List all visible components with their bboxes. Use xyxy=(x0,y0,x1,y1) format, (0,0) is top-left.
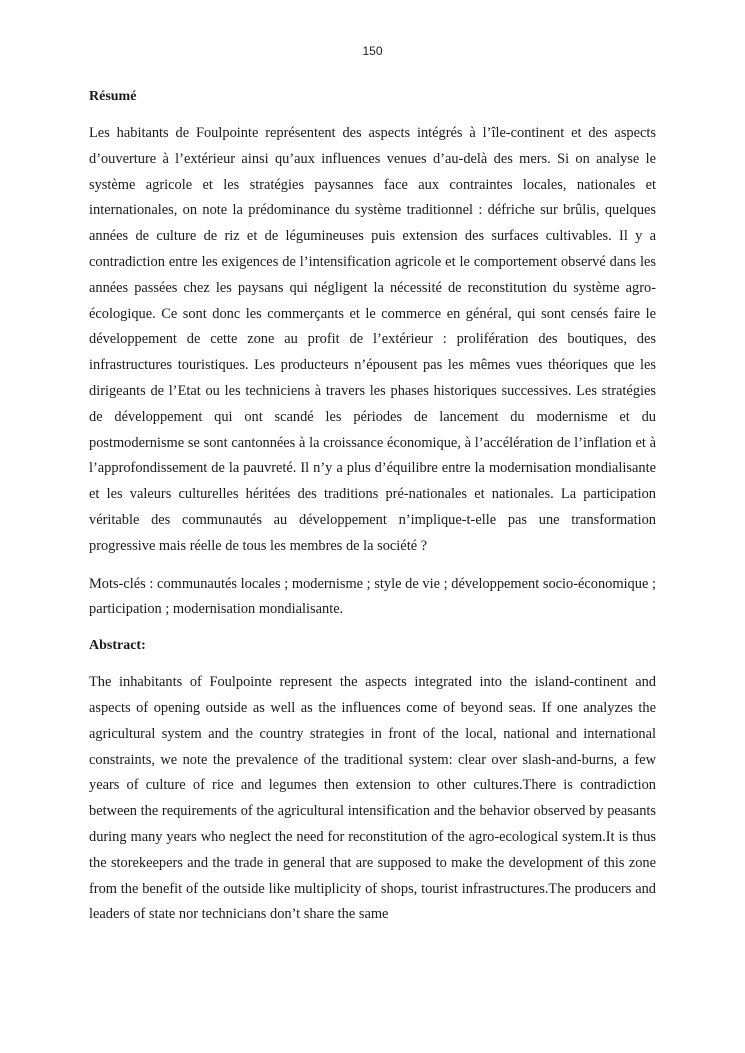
abstract-paragraph: The inhabitants of Foulpointe represent the aspects integrated into the island-continent and aspects of opening outside as well as the influences come of beyond seas. If one analyzes the agricultural system and the country strategies in front of the local, national and international constraints, we note the prevalence of the traditional system: clear over slash-and-burns, a few years of culture of rice and legumes then extension to other cultures.There is contradiction between the requirements of the agricultural intensification and the behavior observed by peasants during many years who neglect the need for reconstitution of the agro-ecological system.It is thus the storekeepers and the trade in general that are supposed to make the development of this zone from the benefit of the outside like multiplicity of shops, tourist infrastructures.The producers and leaders of state nor technicians don’t share the same xyxy=(89,674,656,923)
resume-paragraph: Les habitants de Foulpointe représentent des aspects intégrés à l’île-continent et des aspects d’ouverture à l’extérieur ainsi qu’aux influences venues d’au-delà des mers. Si on analyse le système agricole et les stratégies paysannes face aux contraintes locales, nationales et internationales, on note la prédominance du système traditionnel : défriche sur brûlis, quelques années de culture de riz et de légumineuses puis extension des surfaces cultivables. Il y a contradiction entre les exigences de l’intensification agricole et le comportement observé dans les années passées chez les paysans qui négligent la nécessité de reconstitution du système agro-écologique. Ce sont donc les commerçants et le commerce en général, qui sont censés faire le développement de cette zone au profit de l’extérieur : prolifération des boutiques, des infrastructures touristiques. Les producteurs n’épousent pas les mêmes vues théoriques que les dirigeants de l’Etat ou les techniciens à travers les phases historiques successives. Les stratégies de développement qui ont scandé les périodes de lancement du modernisme et du postmodernisme se sont cantonnées à la croissance économique, à l’accélération de l’inflation et à l’approfondissement de la pauvreté. Il n’y a plus d’équilibre entre la modernisation mondialisante et les valeurs culturelles héritées des traditions pré-nationales et nationales. La participation véritable des communautés au développement n’implique-t-elle pas une transformation progressive mais réelle de tous les membres de la société ? xyxy=(89,125,656,554)
resume-heading: Résumé xyxy=(89,89,137,104)
resume-keywords: Mots-clés : communautés locales ; modernisme ; style de vie ; développement socio-économique ; participation ; modernisation mondialisante. xyxy=(89,575,656,618)
page-number: 150 xyxy=(362,44,383,58)
abstract-heading: Abstract: xyxy=(89,638,146,654)
document-body xyxy=(89,86,656,940)
